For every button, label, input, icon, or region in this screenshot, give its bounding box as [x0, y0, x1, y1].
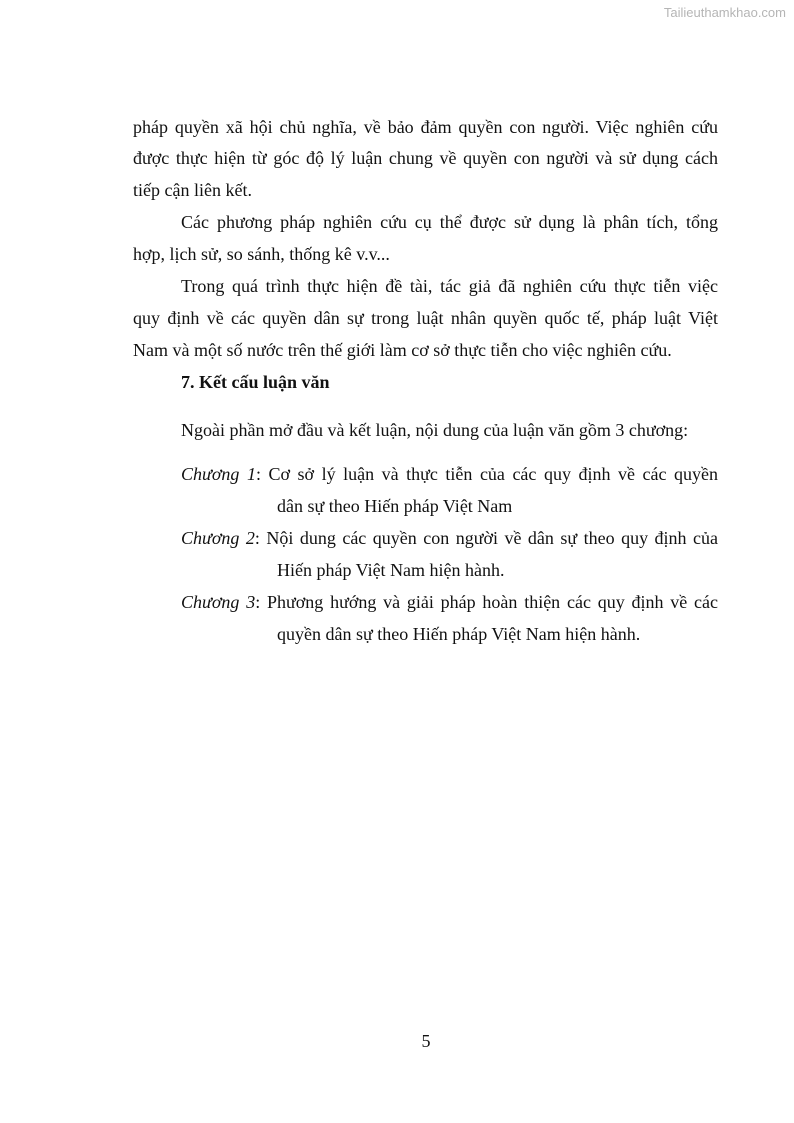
- body-line: hợp, lịch sử, so sánh, thống kê v.v...: [133, 244, 390, 264]
- body-line: quy định về các quyền dân sự trong luật nhân quyền quốc tế, pháp luật Việt: [133, 308, 718, 328]
- chapter-2: [181, 522, 718, 554]
- chapter-title: : Nội dung các quyền con người về dân sự theo quy định của: [254, 528, 718, 548]
- chapter-1-cont: dân sự theo Hiến pháp Việt Nam: [277, 496, 513, 516]
- chapter-3-cont: quyền dân sự theo Hiến pháp Việt Nam hiện hành.: [277, 624, 641, 644]
- chapter-2-cont: Hiến pháp Việt Nam hiện hành.: [277, 560, 505, 580]
- page-number: 5: [421, 1031, 431, 1051]
- intro-line: Ngoài phần mở đầu và kết luận, nội dung của luận văn gồm 3 chương:: [181, 420, 689, 440]
- chapter-label: Chương 3: [181, 592, 256, 612]
- chapter-label: Chương 2: [181, 528, 255, 548]
- watermark: Tailieuthamkhao.com: [663, 5, 786, 20]
- body-line: pháp quyền xã hội chủ nghĩa, về bảo đảm quyền con người. Việc nghiên cứu: [133, 117, 718, 137]
- section-heading: 7. Kết cấu luận văn: [181, 372, 330, 392]
- chapter-1: [181, 458, 718, 490]
- chapter-label: Chương 1: [181, 464, 256, 484]
- body-line: được thực hiện từ góc độ lý luận chung về quyền con người và sử dụng cách: [133, 148, 718, 168]
- chapter-3: [181, 586, 718, 618]
- chapter-title: : Cơ sở lý luận và thực tiễn của các quy định về các quyền: [255, 464, 718, 484]
- body-line: Trong quá trình thực hiện đề tài, tác giả đã nghiên cứu thực tiễn việc: [181, 276, 718, 296]
- body-line: Nam và một số nước trên thế giới làm cơ sở thực tiễn cho việc nghiên cứu.: [133, 340, 672, 360]
- chapter-title: : Phương hướng và giải pháp hoàn thiện các quy định về các: [255, 592, 718, 612]
- body-line: Các phương pháp nghiên cứu cụ thể được sử dụng là phân tích, tổng: [181, 212, 718, 232]
- body-line: tiếp cận liên kết.: [133, 180, 252, 200]
